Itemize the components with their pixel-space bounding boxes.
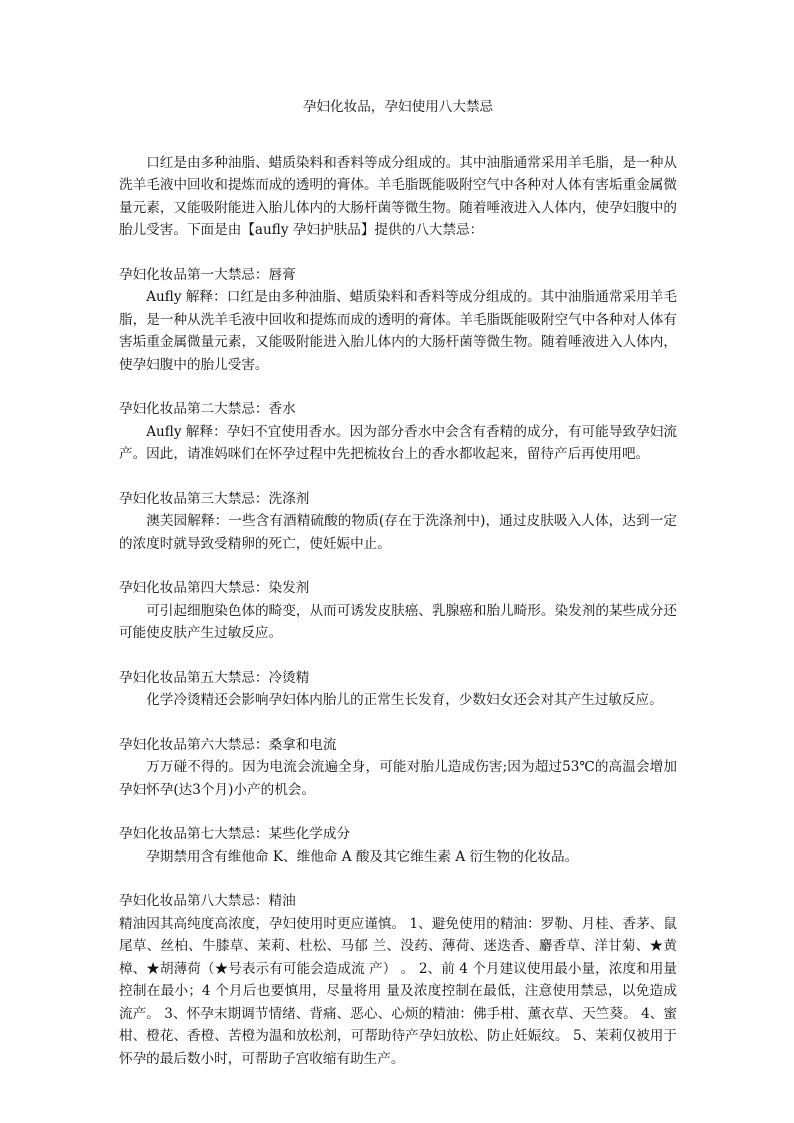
section-heading: 孕妇化妆品第六大禁忌：桑拿和电流 (119, 736, 337, 753)
section-chemicals (119, 823, 677, 868)
section-perfume (119, 398, 677, 466)
section-heading: 孕妇化妆品第四大禁忌：染发剂 (119, 580, 310, 596)
section-body: 精油因其高纯度高浓度，孕妇使用时更应谨慎。 1、避免使用的精油：罗勒、月桂、香茅、鼠尾草、丝柏、牛膝草、茉莉、杜松、马郁 兰、没药、薄荷、迷迭香、麝香草、洋甘菊、★黄樟、★胡薄荷（★号表示有可能会造成流 产） 。 2、前 4 个月建议使用最小量，浓度和用量控制在最小；4 个月后也要慎用，尽量将用 量及浓度控制在最低，注意使用禁忌，以免造成流产。 3、怀孕末期调节情绪、背痛、恶心、心烦的精油：佛手柑、薰衣草、天竺葵。 4、蜜柑、橙花、香橙、苦橙为温和放松剂，可帮助待产孕妇放松、防止妊娠纹。 5、茉莉仅被用于怀孕的最后数小时，可帮助子宫收缩有助生产。 (119, 915, 677, 1067)
section-essential-oils (119, 890, 677, 1070)
section-hair-dye (119, 577, 677, 645)
section-perm-lotion (119, 667, 677, 712)
document-page (119, 96, 677, 1092)
section-sauna-current (119, 734, 677, 802)
section-detergent (119, 488, 677, 556)
section-body: 孕期禁用含有维他命 K、维他命 A 酸及其它维生素 A 衍生物的化妆品。 (146, 848, 579, 865)
section-body: 万万碰不得的。因为电流会流遍全身，可能对胎儿造成伤害;因为超过53℃的高温会增加孕妇怀孕(达3个月)小产的机会。 (119, 759, 677, 798)
document-title: 孕妇化妆品，孕妇使用八大禁忌 (302, 99, 494, 115)
section-heading: 孕妇化妆品第七大禁忌：某些化学成分 (119, 826, 351, 842)
section-body: Aufly 解释：口红是由多种油脂、蜡质染料和香料等成分组成的。其中油脂通常采用羊毛脂，是一种从洗羊毛液中回收和提炼而成的透明的膏体。羊毛脂既能吸附空气中各种对人体有害垢重金属微量元素，又能吸附能进入胎儿体内的大肠杆菌等微生物。随着唾液进入人体内，使孕妇腹中的胎儿受害。 (119, 289, 677, 373)
section-heading: 孕妇化妆品第一大禁忌：唇膏 (119, 266, 296, 283)
intro-paragraph: 口红是由多种油脂、蜡质染料和香料等成分组成的。其中油脂通常采用羊毛脂，是一种从洗羊毛液中回收和提炼而成的透明的膏体。羊毛脂既能吸附空气中各种对人体有害垢重金属微量元素，又能吸附能进入胎儿体内的大肠杆菌等微生物。随着唾液进入人体内，使孕妇腹中的胎儿受害。下面是由【aufly 孕妇护肤品】提供的八大禁忌： (119, 154, 677, 238)
section-heading: 孕妇化妆品第三大禁忌：洗涤剂 (119, 490, 310, 507)
section-body: 可引起细胞染色体的畸变，从而可诱发皮肤癌、乳腺癌和胎儿畸形。染发剂的某些成分还可能使皮肤产生过敏反应。 (119, 602, 677, 641)
section-heading: 孕妇化妆品第二大禁忌：香水 (119, 401, 296, 417)
section-body: 澳芙园解释：一些含有酒精硫酸的物质(存在于洗涤剂中)，通过皮肤吸入人体，达到一定的浓度时就导致受精卵的死亡，使妊娠中止。 (119, 513, 677, 552)
section-heading: 孕妇化妆品第八大禁忌：精油 (119, 893, 296, 909)
section-body: 化学冷烫精还会影响孕妇体内胎儿的正常生长发育，少数妇女还会对其产生过敏反应。 (146, 692, 663, 708)
section-body: Aufly 解释：孕妇不宜使用香水。因为部分香水中会含有香精的成分，有可能导致孕妇流产。因此，请准妈咪们在怀孕过程中先把梳妆台上的香水都收起来，留待产后再使用吧。 (119, 423, 677, 462)
section-heading: 孕妇化妆品第五大禁忌：冷烫精 (119, 669, 310, 686)
section-lipstick (119, 264, 677, 377)
